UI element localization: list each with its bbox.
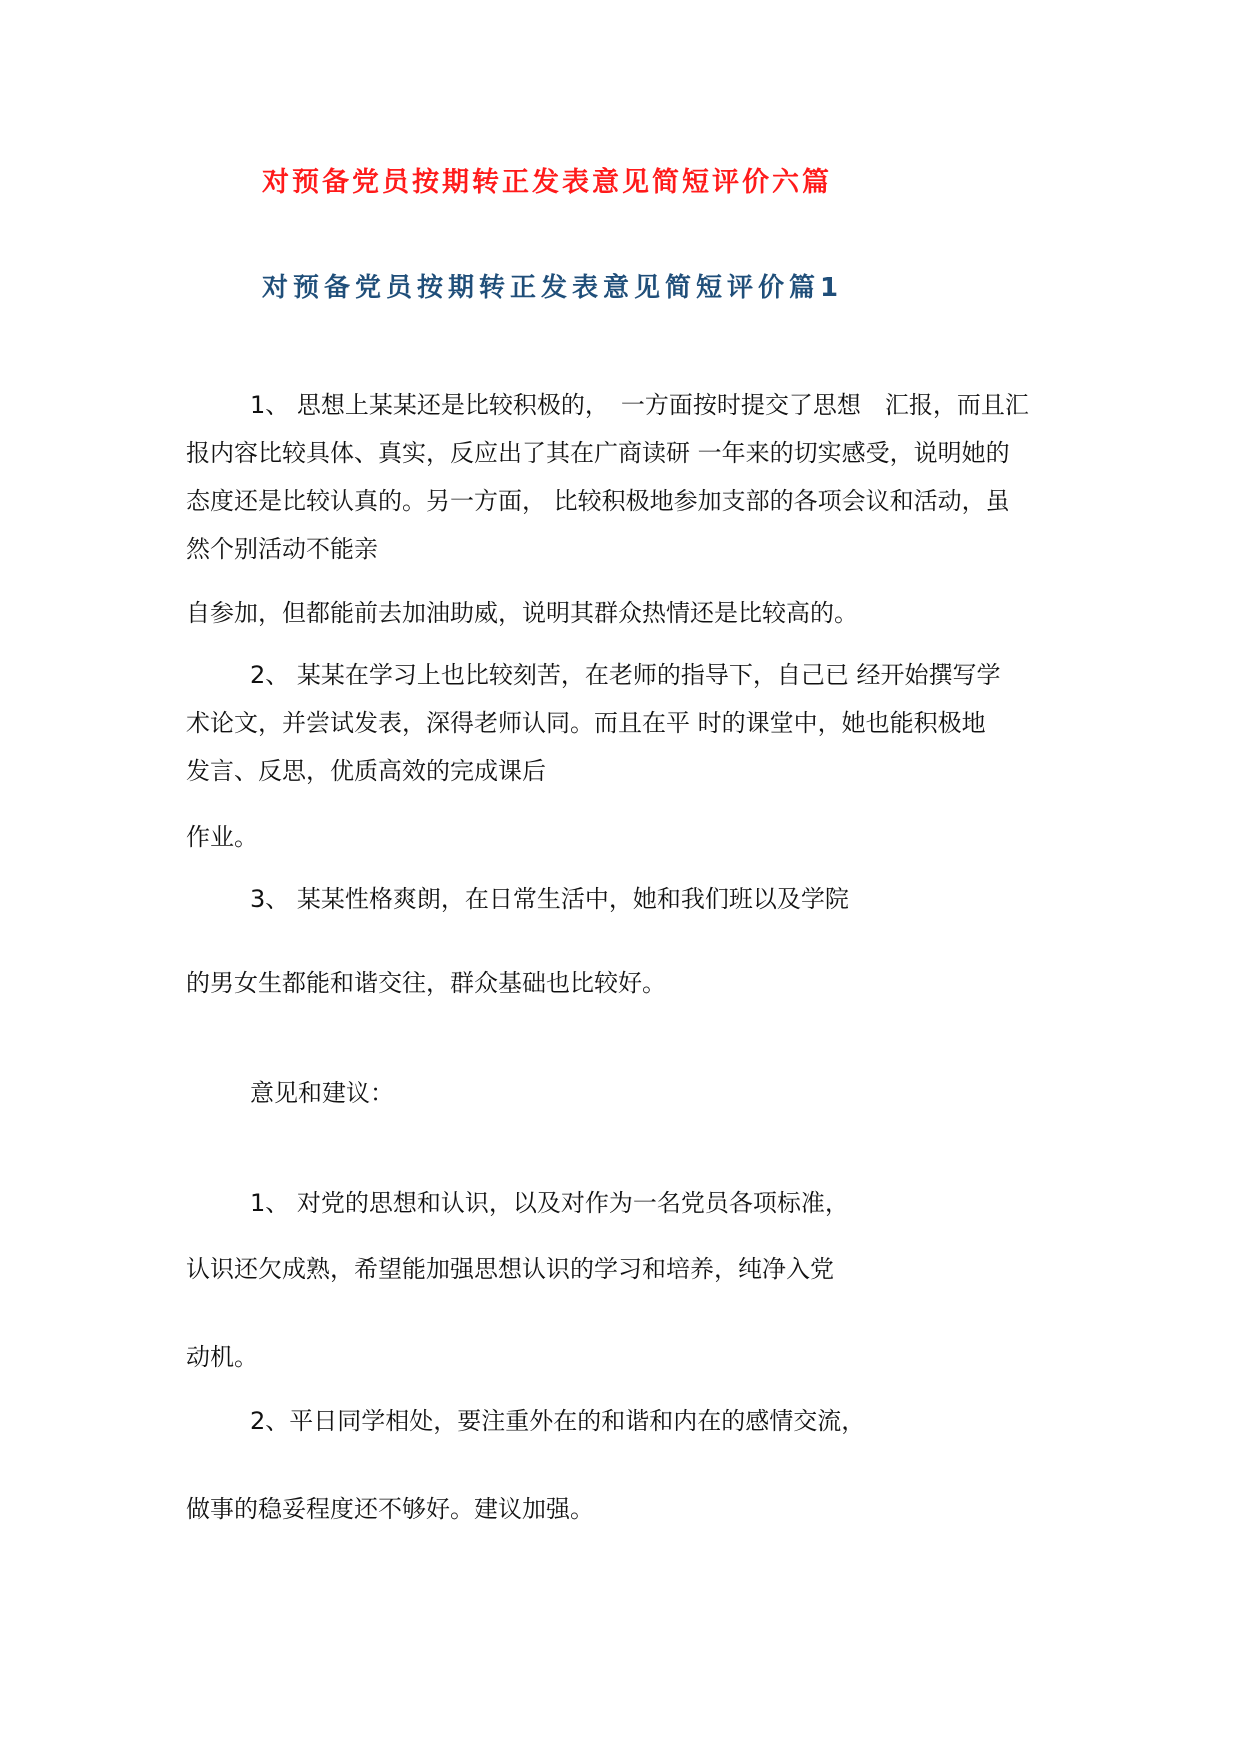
paragraph-line: 发言、反思，优质高效的完成课后	[186, 757, 546, 785]
paragraph-line: 自参加，但都能前去加油助威，说明其群众热情还是比较高的。	[186, 599, 858, 627]
paragraph-line: 态度还是比较认真的。另一方面， 比较积极地参加支部的各项会议和活动，虽	[186, 487, 1010, 515]
paragraph-line: 2、 某某在学习上也比较刻苦，在老师的指导下，自己已 经开始撰写学	[250, 661, 1001, 689]
paragraph-line: 动机。	[186, 1343, 258, 1371]
paragraph-line: 作业。	[186, 823, 258, 851]
document-title: 对预备党员按期转正发表意见简短评价六篇	[262, 167, 832, 198]
paragraph-line: 2、平日同学相处，要注重外在的和谐和内在的感情交流，	[250, 1407, 866, 1435]
paragraph-line: 的男女生都能和谐交往，群众基础也比较好。	[186, 969, 666, 997]
paragraph-line: 术论文，并尝试发表，深得老师认同。而且在平 时的课堂中，她也能积极地	[186, 709, 986, 737]
paragraph-line: 做事的稳妥程度还不够好。建议加强。	[186, 1495, 594, 1523]
paragraph-line: 认识还欠成熟，希望能加强思想认识的学习和培养，纯净入党	[186, 1255, 834, 1283]
paragraph-line: 1、 思想上某某还是比较积极的， 一方面按时提交了思想 汇报，而且汇	[250, 391, 1029, 419]
opinions-heading: 意见和建议：	[250, 1079, 394, 1107]
section-heading: 对预备党员按期转正发表意见简短评价篇1	[262, 273, 844, 303]
paragraph-line: 1、 对党的思想和认识，以及对作为一名党员各项标准，	[250, 1189, 849, 1217]
paragraph-line: 报内容比较具体、真实，反应出了其在广商读研 一年来的切实感受，说明她的	[186, 439, 1010, 467]
paragraph-line: 3、 某某性格爽朗，在日常生活中，她和我们班以及学院	[250, 885, 849, 913]
paragraph-line: 然个别活动不能亲	[186, 535, 378, 563]
